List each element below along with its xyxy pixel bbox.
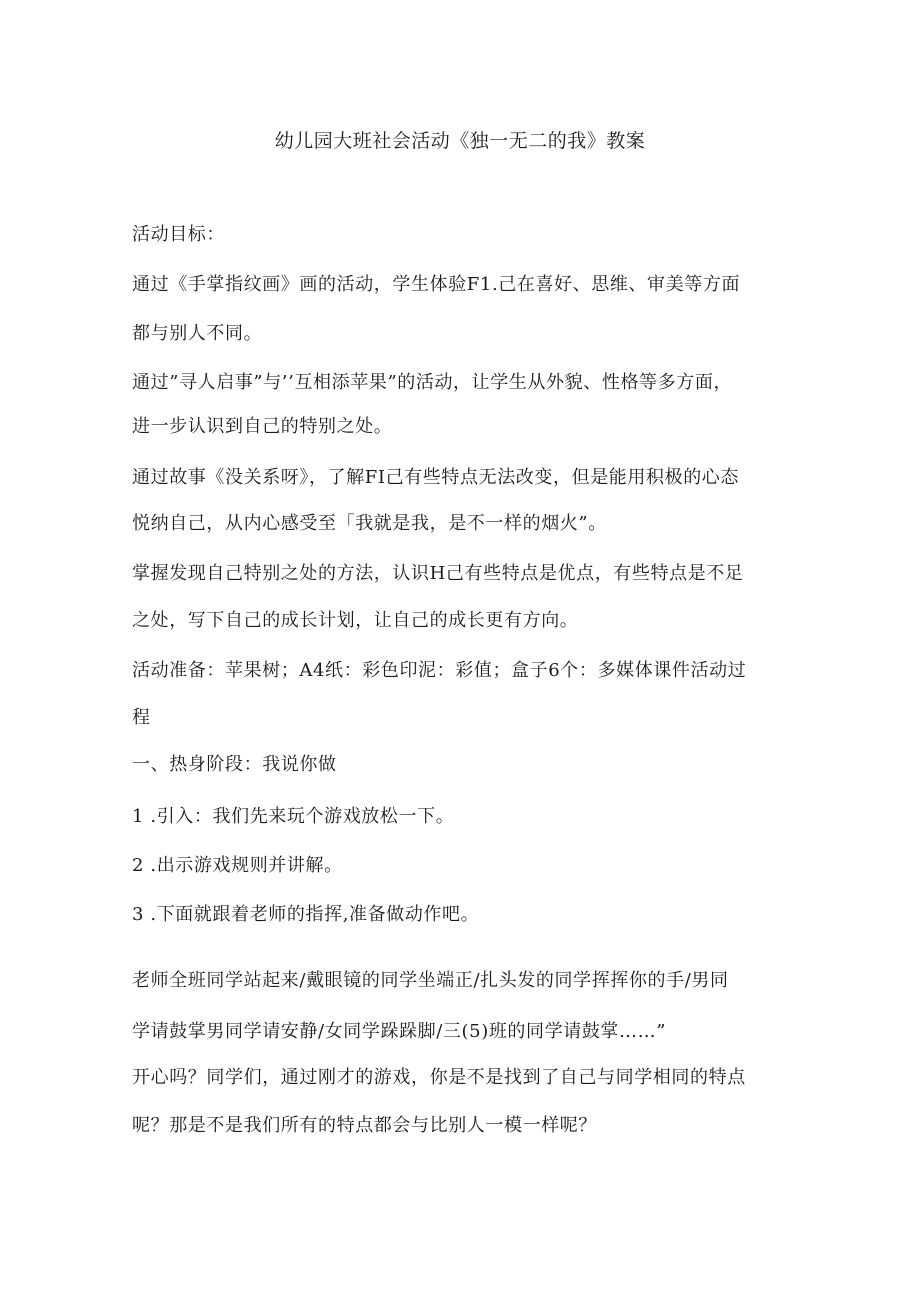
paragraph-line: 学请鼓掌男同学请安静/女同学跺跺脚/三(5)班的同学请鼓掌……”	[132, 1021, 667, 1042]
paragraph-line: 通过”寻人启事”与’’互相添苹果”的活动，让学生从外貌、性格等多方面，	[132, 372, 733, 393]
paragraph-line: 之处，写下自己的成长计划，让自己的成长更有方向。	[132, 610, 579, 631]
paragraph-line: 都与别人不同。	[132, 323, 263, 344]
list-item: 3 .下面就跟着老师的指挥,准备做动作吧。	[132, 904, 480, 925]
paragraph-line: 掌握发现自己特别之处的方法，认识H己有些特点是优点，有些特点是不足	[132, 563, 744, 584]
list-item: 2 .出示游戏规则并讲解。	[132, 855, 343, 876]
paragraph-line: 悦纳自己，从内心感受至「我就是我，是不一样的烟火”。	[132, 513, 607, 534]
paragraph-line: 通过故事《没关系呀》，了解FI己有些特点无法改变，但是能用积极的心态	[132, 467, 739, 488]
document-title: 幼儿园大班社会活动《独一无二的我》教案	[274, 130, 646, 152]
section-heading-objectives: 活动目标：	[132, 224, 225, 245]
paragraph-line: 老师全班同学站起来/戴眼镜的同学坐端正/扎头发的同学挥挥你的手/男同	[132, 970, 729, 991]
paragraph-line: 开心吗？同学们，通过刚才的游戏，你是不是找到了自己与同学相同的特点	[132, 1067, 746, 1088]
paragraph-line: 进一步认识到自己的特别之处。	[132, 416, 393, 437]
paragraph-line: 通过《手掌指纹画》画的活动，学生体验F1.己在喜好、思维、审美等方面	[132, 274, 741, 295]
paragraph-line: 程	[132, 707, 151, 728]
paragraph-line: 呢？那是不是我们所有的特点都会与比别人一模一样呢？	[132, 1115, 597, 1136]
section-heading-warmup: 一、热身阶段：我说你做	[132, 754, 337, 775]
list-item: 1 .引入：我们先来玩个游戏放松一下。	[132, 806, 455, 827]
paragraph-line: 活动准备：苹果树；A4纸：彩色印泥：彩值；盒子6个：多媒体课件活动过	[132, 660, 747, 681]
